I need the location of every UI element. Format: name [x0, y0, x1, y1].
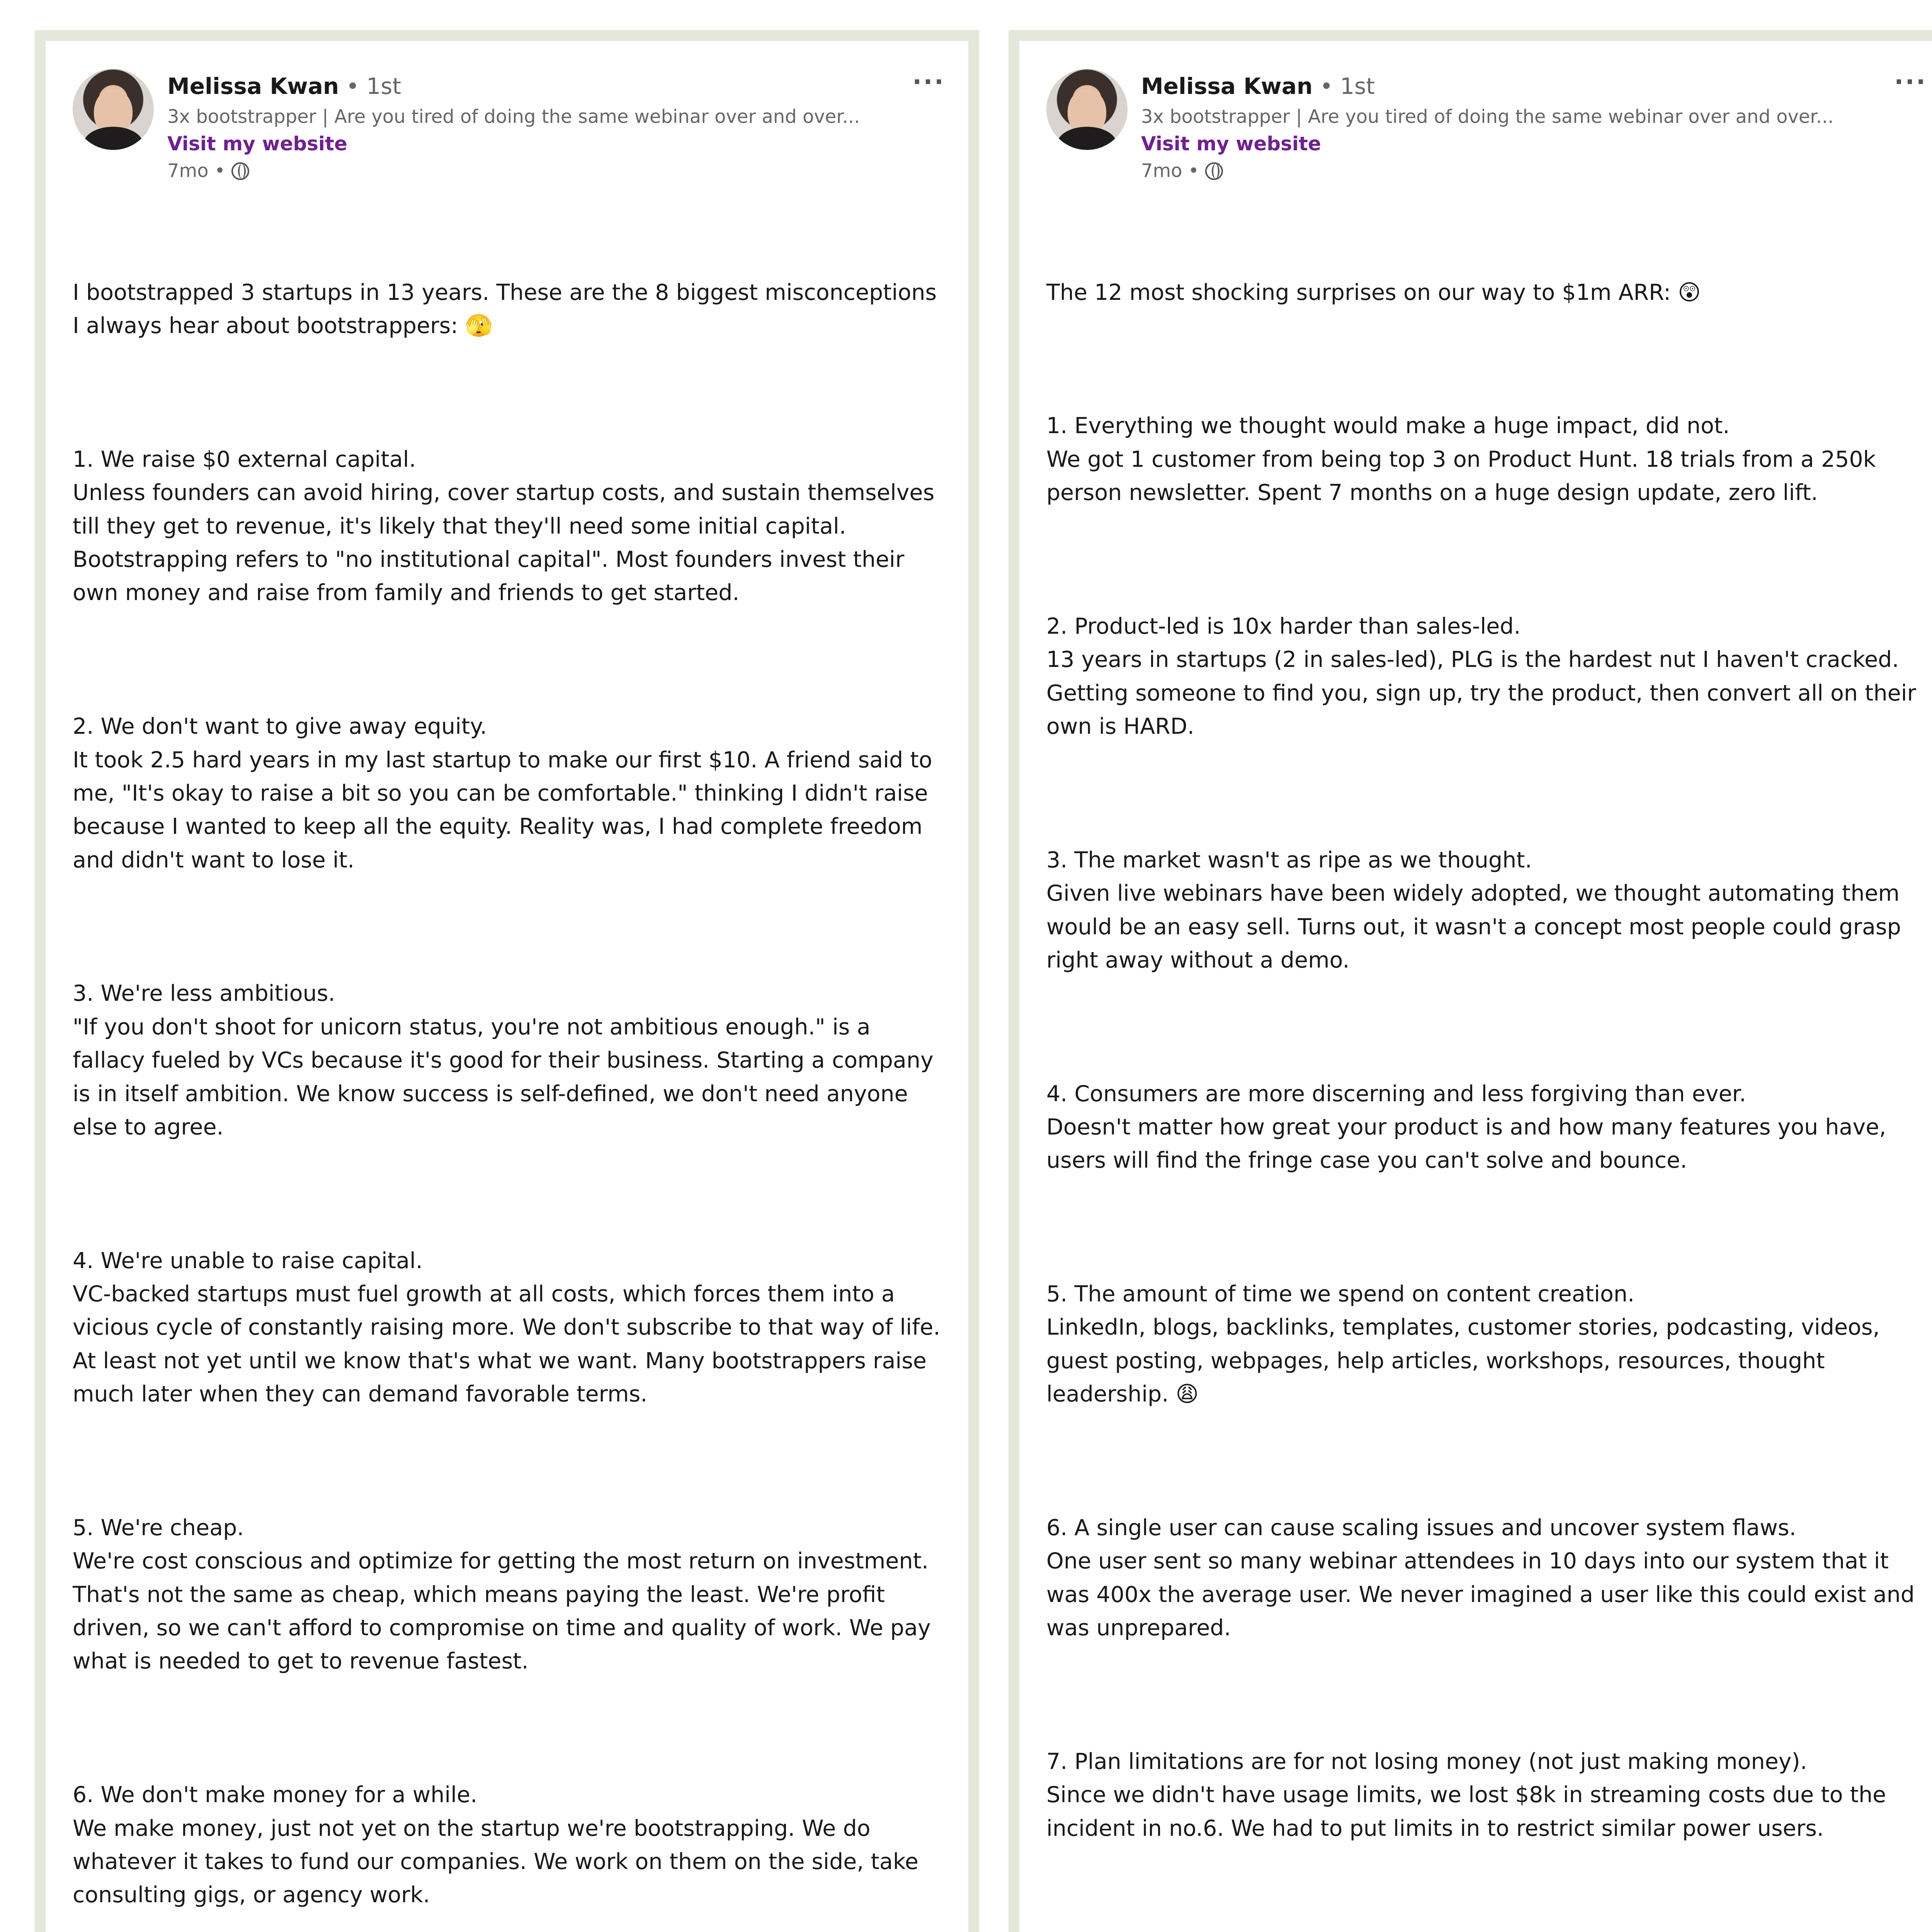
- author-line: [1141, 73, 1375, 100]
- post-header: [73, 61, 945, 208]
- post-paragraph: 5. The amount of time we spend on content creation. LinkedIn, blogs, backlinks, templates, customer stories, podcasting, videos, guest posting, webpages, help articles, workshops, resources, thought leadership. 😩: [1046, 1281, 1880, 1407]
- post-paragraph: 4. Consumers are more discerning and less forgiving than ever. Doesn't matter how great your product is and how many features you have, users will find the fringe case you can't solve and bounce.: [1046, 1081, 1886, 1173]
- post-paragraph: I bootstrapped 3 startups in 13 years. These are the 8 biggest misconceptions I always hear about bootstrappers: 🫣: [73, 279, 944, 339]
- author-headline: 3x bootstrapper | Are you tired of doing the same webinar over and over...: [1141, 106, 1834, 128]
- author-headline: 3x bootstrapper | Are you tired of doing the same webinar over and over...: [167, 106, 860, 128]
- globe-icon: [231, 162, 249, 180]
- post-header: [1046, 61, 1927, 208]
- post-paragraph: 3. The market wasn't as ripe as we thought. Given live webinars have been widely adopted, we thought automating them would be an easy sell. Turns out, it wasn't a concept most people could grasp right away without a demo.: [1046, 847, 1901, 973]
- post-paragraph: 1. We raise $0 external capital. Unless founders can avoid hiring, cover startup costs, and sustain themselves till they get to revenue, it's likely that they'll need some initial capital. Bootstrapping refers to "no institutional capital". Most founders invest their own money and raise from family and friends to get started.: [73, 446, 935, 606]
- post-paragraph: 6. We don't make money for a while. We make money, just not yet on the startup we're bootstrapping. We do whatever it takes to fund our companies. We work on them on the side, take consulting gigs, or agency work.: [73, 1782, 918, 1908]
- post-paragraph: 2. We don't want to give away equity. It took 2.5 hard years in my last startup to make our first $10. A friend said to me, "It's okay to raise a bit so you can be comfortable." thinking I didn't raise because I wanted to keep all the equity. Reality was, I had complete freedom and didn't want to lose it.: [73, 714, 932, 873]
- avatar[interactable]: [73, 69, 154, 150]
- author-name[interactable]: Melissa Kwan: [1141, 73, 1313, 99]
- post-paragraph: 5. We're cheap. We're cost conscious and optimize for getting the most return on investment. That's not the same as cheap, which means paying the least. We're profit driven, so we can't afford to compromise on time and quality of work. We pay what is needed to get to revenue fastest.: [73, 1515, 931, 1674]
- post-body: [1046, 209, 1927, 1932]
- post-paragraph: 6. A single user can cause scaling issues and uncover system flaws. One user sent so many webinar attendees in 10 days into our system that it was 400x the average user. We never imagined a user like this could exist and was unprepared.: [1046, 1515, 1915, 1641]
- post-paragraph: 4. We're unable to raise capital. VC-backed startups must fuel growth at all costs, which forces them into a vicious cycle of constantly raising more. We don't subscribe to that way of life. At least not yet until we know that's what we want. Many bootstrappers raise much later when they can demand favorable terms.: [73, 1248, 940, 1407]
- author-line: [167, 73, 401, 100]
- visit-website-link[interactable]: Visit my website: [167, 133, 347, 155]
- post-paragraph: 2. Product-led is 10x harder than sales-led. 13 years in startups (2 in sales-led), PLG is the hardest nut I haven't cracked. Getting someone to find you, sign up, try the product, then convert all on their own is HARD.: [1046, 613, 1916, 740]
- post-body: [73, 209, 945, 1932]
- post-card-1: [35, 30, 979, 1932]
- connection-degree: • 1st: [1320, 73, 1375, 99]
- avatar[interactable]: [1046, 69, 1128, 150]
- post-card-2: [1009, 30, 1932, 1932]
- post-paragraph: 7. Plan limitations are for not losing money (not just making money). Since we didn't have usage limits, we lost $8k in streaming costs due to the incident in no.6. We had to put limits in to restrict similar power users.: [1046, 1748, 1886, 1841]
- post-paragraph: 1. Everything we thought would make a huge impact, did not. We got 1 customer from being top 3 on Product Hunt. 18 trials from a 250k person newsletter. Spent 7 months on a huge design update, zero lift.: [1046, 413, 1876, 506]
- more-options-icon[interactable]: ···: [912, 68, 945, 97]
- connection-degree: • 1st: [346, 73, 401, 99]
- post-paragraph: The 12 most shocking surprises on our way to $1m ARR: 😲: [1046, 279, 1701, 305]
- visit-website-link[interactable]: Visit my website: [1141, 133, 1321, 155]
- globe-icon: [1205, 162, 1223, 180]
- post-meta: [1141, 158, 1223, 183]
- author-name[interactable]: Melissa Kwan: [167, 73, 339, 99]
- post-time: 7mo •: [1141, 160, 1199, 182]
- post-meta: [167, 158, 249, 183]
- more-options-icon[interactable]: ···: [1894, 68, 1927, 97]
- post-paragraph: 3. We're less ambitious. "If you don't shoot for unicorn status, you're not ambitious enough." is a fallacy fueled by VCs because it's good for their business. Starting a company is in itself ambition. We know success is self-defined, we don't need anyone else to agree.: [73, 981, 934, 1140]
- post-time: 7mo •: [167, 160, 226, 182]
